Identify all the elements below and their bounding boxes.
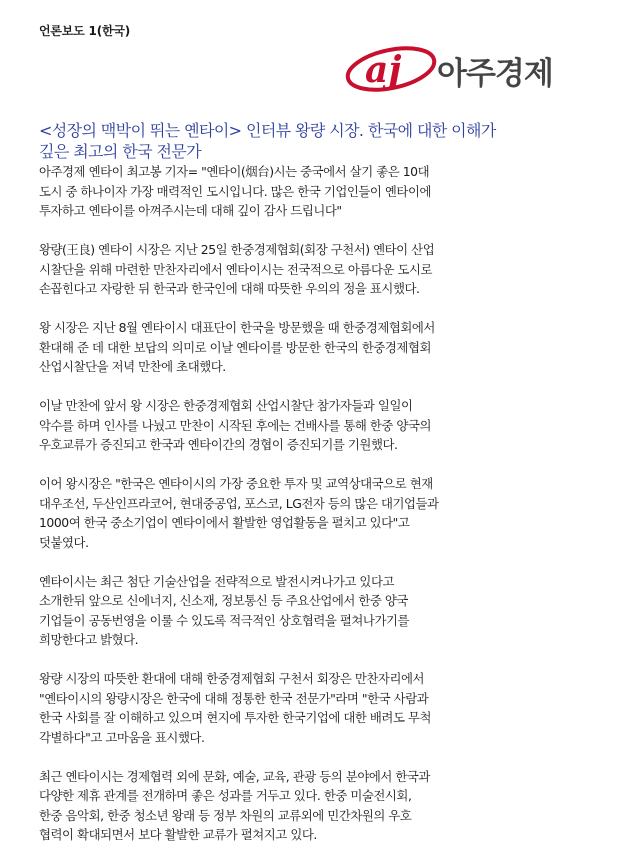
page-label: 언론보도 1(한국) — [39, 24, 131, 38]
article-paragraph — [39, 240, 599, 299]
paragraph-line: 왕량 시장의 따뜻한 환대에 대해 한중경제협회 구천서 회장은 만찬자리에서 — [39, 671, 425, 686]
article-paragraph — [39, 396, 599, 455]
paragraph-line: 한중 음악회, 한중 청소년 왕래 등 정부 차원의 교류외에 민간차원의 우호 — [39, 807, 412, 823]
paragraph-line: 옌타이시는 최근 첨단 기술산업을 전략적으로 발전시켜나가고 있다고 — [39, 573, 394, 589]
paragraph-line: 희망한다고 밝혔다. — [39, 632, 139, 647]
paragraph-line: 손꼽힌다고 자랑한 뒤 한국과 한국인에 대해 따뜻한 우의의 정을 표시했다. — [39, 281, 420, 296]
logo-name: 아주경제 — [437, 56, 553, 92]
paragraph-line: 최근 옌타이시는 경제협력 외에 문화, 예술, 교육, 관광 등의 분야에서 한국과 — [39, 768, 430, 784]
paragraph-line: 환대해 준 데 대한 보답의 의미로 이날 옌타이를 방문한 한국의 한중경제협회 — [39, 339, 431, 355]
article-paragraph — [39, 669, 599, 747]
paragraph-line: 덧붙였다. — [39, 534, 89, 550]
paragraph-line: 1000여 한국 중소기업이 옌타이에서 활발한 영업활동을 펼치고 있다"고 — [39, 515, 410, 530]
paragraph-line: 왕량(王良) 옌타이 시장은 지난 25일 한중경제협회(회장 구천서) 옌타이 산업 — [39, 242, 435, 257]
logo-mark-text: aj — [365, 49, 402, 91]
article-headline — [39, 120, 599, 162]
paragraph-line: 다양한 제휴 관계를 전개하며 좋은 성과를 거두고 있다. 한중 미술전시회, — [39, 788, 412, 803]
headline-line: <성장의 맥박이 뛰는 옌타이> 인터뷰 왕량 시장. 한국에 대한 이해가 — [39, 121, 496, 140]
paragraph-line: 대우조선, 두산인프라코어, 현대중공업, 포스코, LG전자 등의 많은 대기업들과 — [39, 495, 439, 511]
aju-business-daily-logo — [345, 45, 595, 93]
paragraph-line: 시찰단을 위해 마련한 만찬자리에서 옌타이시는 전국적으로 아름다운 도시로 — [39, 261, 433, 277]
article-paragraph — [39, 767, 599, 845]
paragraph-line: 투자하고 옌타이를 아껴주시는데 대해 깊이 감사 드립니다" — [39, 203, 342, 218]
paragraph-line: 이날 만찬에 앞서 왕 시장은 한중경제협회 산업시찰단 참가자들과 일일이 — [39, 398, 413, 413]
article-paragraph — [39, 572, 599, 650]
paragraph-line: 한국 사회를 잘 이해하고 있으며 현지에 투자한 한국기업에 대한 배려도 무척 — [39, 710, 431, 725]
aj-logo-mark-icon — [345, 45, 441, 93]
paragraph-line: 왕 시장은 지난 8월 옌타이시 대표단이 한국을 방문했을 때 한중경제협회에서 — [39, 320, 435, 335]
paragraph-line: 소개한뒤 앞으로 신에너지, 신소재, 정보통신 등 주요산업에서 한중 양국 — [39, 593, 408, 608]
article-paragraph — [39, 474, 599, 552]
headline-line: 깊은 최고의 한국 전문가 — [39, 142, 202, 161]
paragraph-line: 아주경제 옌타이 최고봉 기자= "옌타이(烟台)시는 중국에서 살기 좋은 10대 — [39, 164, 430, 179]
paragraph-line: 기업들이 공동번영을 이룰 수 있도록 적극적인 상호협력을 펼쳐나가기를 — [39, 612, 410, 628]
paragraph-line: 우호교류가 증진되고 한국과 옌타이간의 경협이 증진되기를 기원했다. — [39, 437, 398, 452]
paragraph-line: 협력이 확대되면서 보다 활발한 교류가 펼쳐지고 있다. — [39, 827, 317, 842]
paragraph-line: 악수를 하며 인사를 나눴고 만찬이 시작된 후에는 건배사를 통해 한중 양국의 — [39, 417, 431, 433]
paragraph-line: 각별하다"고 고마움을 표시했다. — [39, 729, 205, 745]
paragraph-line: 이어 왕시장은 "한국은 옌타이시의 가장 중요한 투자 및 교역상대국으로 현재 — [39, 476, 433, 491]
paragraph-line: "옌타이시의 왕량시장은 한국에 대해 정통한 한국 전문가"라며 "한국 사람과 — [39, 690, 429, 706]
article-body — [39, 162, 599, 864]
article-paragraph — [39, 162, 599, 221]
paragraph-line: 산업시찰단을 저녁 만찬에 초대했다. — [39, 359, 226, 374]
paragraph-line: 도시 중 하나이자 가장 매력적인 도시입니다. 많은 한국 기업인들이 옌타이에 — [39, 183, 431, 199]
article-paragraph — [39, 318, 599, 377]
